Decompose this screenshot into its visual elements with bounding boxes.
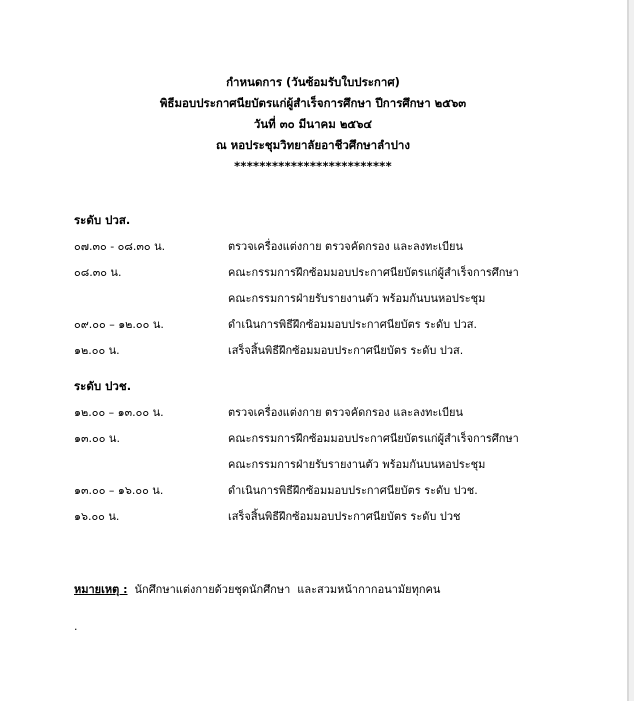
ceremony-title: พิธีมอบประกาศนียบัตรแก่ผู้สำเร็จการศึกษา ปีการศึกษา ๒๕๖๓ [159,96,467,110]
schedule-title: กำหนดการ (วันซ้อมรับใบประกาศ) [226,75,400,89]
row-description: เสร็จสิ้นพิธีฝึกซ้อมมอบประกาศนียบัตร ระดับ ปวช [228,510,461,523]
remark [74,580,440,598]
event-venue: ณ หอประชุมวิทยาลัยอาชีวศึกษาลำปาง [215,138,411,152]
row-description: คณะกรรมการฝึกซ้อมมอบประกาศนียบัตรแก่ผู้สำเร็จการศึกษา [228,266,519,279]
row-description: ตรวจเครื่องแต่งกาย ตรวจคัดกรอง และลงทะเบียน [228,240,463,253]
row-time: ๑๒.๐๐ น. [74,344,120,357]
row-description: คณะกรรมการฝึกซ้อมมอบประกาศนียบัตรแก่ผู้สำเร็จการศึกษา [228,432,519,445]
row-time: ๐๘.๓๐ น. [74,266,122,279]
row-description: คณะกรรมการฝ่ายรับรายงานตัว พร้อมกันบนหอประชุม [228,292,486,305]
row-time: ๑๓.๐๐ – ๑๖.๐๐ น. [74,484,164,497]
remark-label: หมายเหตุ : [74,583,128,596]
remark-text: นักศึกษาแต่งกายด้วยชุดนักศึกษา และสวมหน้ากากอนามัยทุกคน [127,583,441,596]
trailing-mark: . [74,620,78,633]
row-time: ๐๗.๓๐ - ๐๘.๓๐ น. [74,240,166,253]
section-title-pvs: ระดับ ปวส. [74,213,131,227]
row-time: ๑๓.๐๐ น. [74,432,120,445]
row-description: ดำเนินการพิธีฝึกซ้อมมอบประกาศนียบัตร ระดับ ปวช. [228,484,478,497]
row-description: เสร็จสิ้นพิธีฝึกซ้อมมอบประกาศนียบัตร ระดับ ปวส. [228,344,464,357]
row-time: ๑๖.๐๐ น. [74,510,120,523]
star-divider: ************************* [234,159,392,173]
row-time: ๑๒.๐๐ – ๑๓.๐๐ น. [74,406,164,419]
row-description: คณะกรรมการฝ่ายรับรายงานตัว พร้อมกันบนหอประชุม [228,458,486,471]
event-date: วันที่ ๓๐ มีนาคม ๒๕๖๔ [253,117,373,131]
document-header [0,72,626,177]
row-description: ดำเนินการพิธีฝึกซ้อมมอบประกาศนียบัตร ระดับ ปวส. [228,318,478,331]
section-title-pvc: ระดับ ปวช. [74,379,132,393]
page-edge-scrollbar[interactable] [627,0,634,701]
row-time: ๐๙.๐๐ – ๑๒.๐๐ น. [74,318,164,331]
row-description: ตรวจเครื่องแต่งกาย ตรวจคัดกรอง และลงทะเบียน [228,406,463,419]
